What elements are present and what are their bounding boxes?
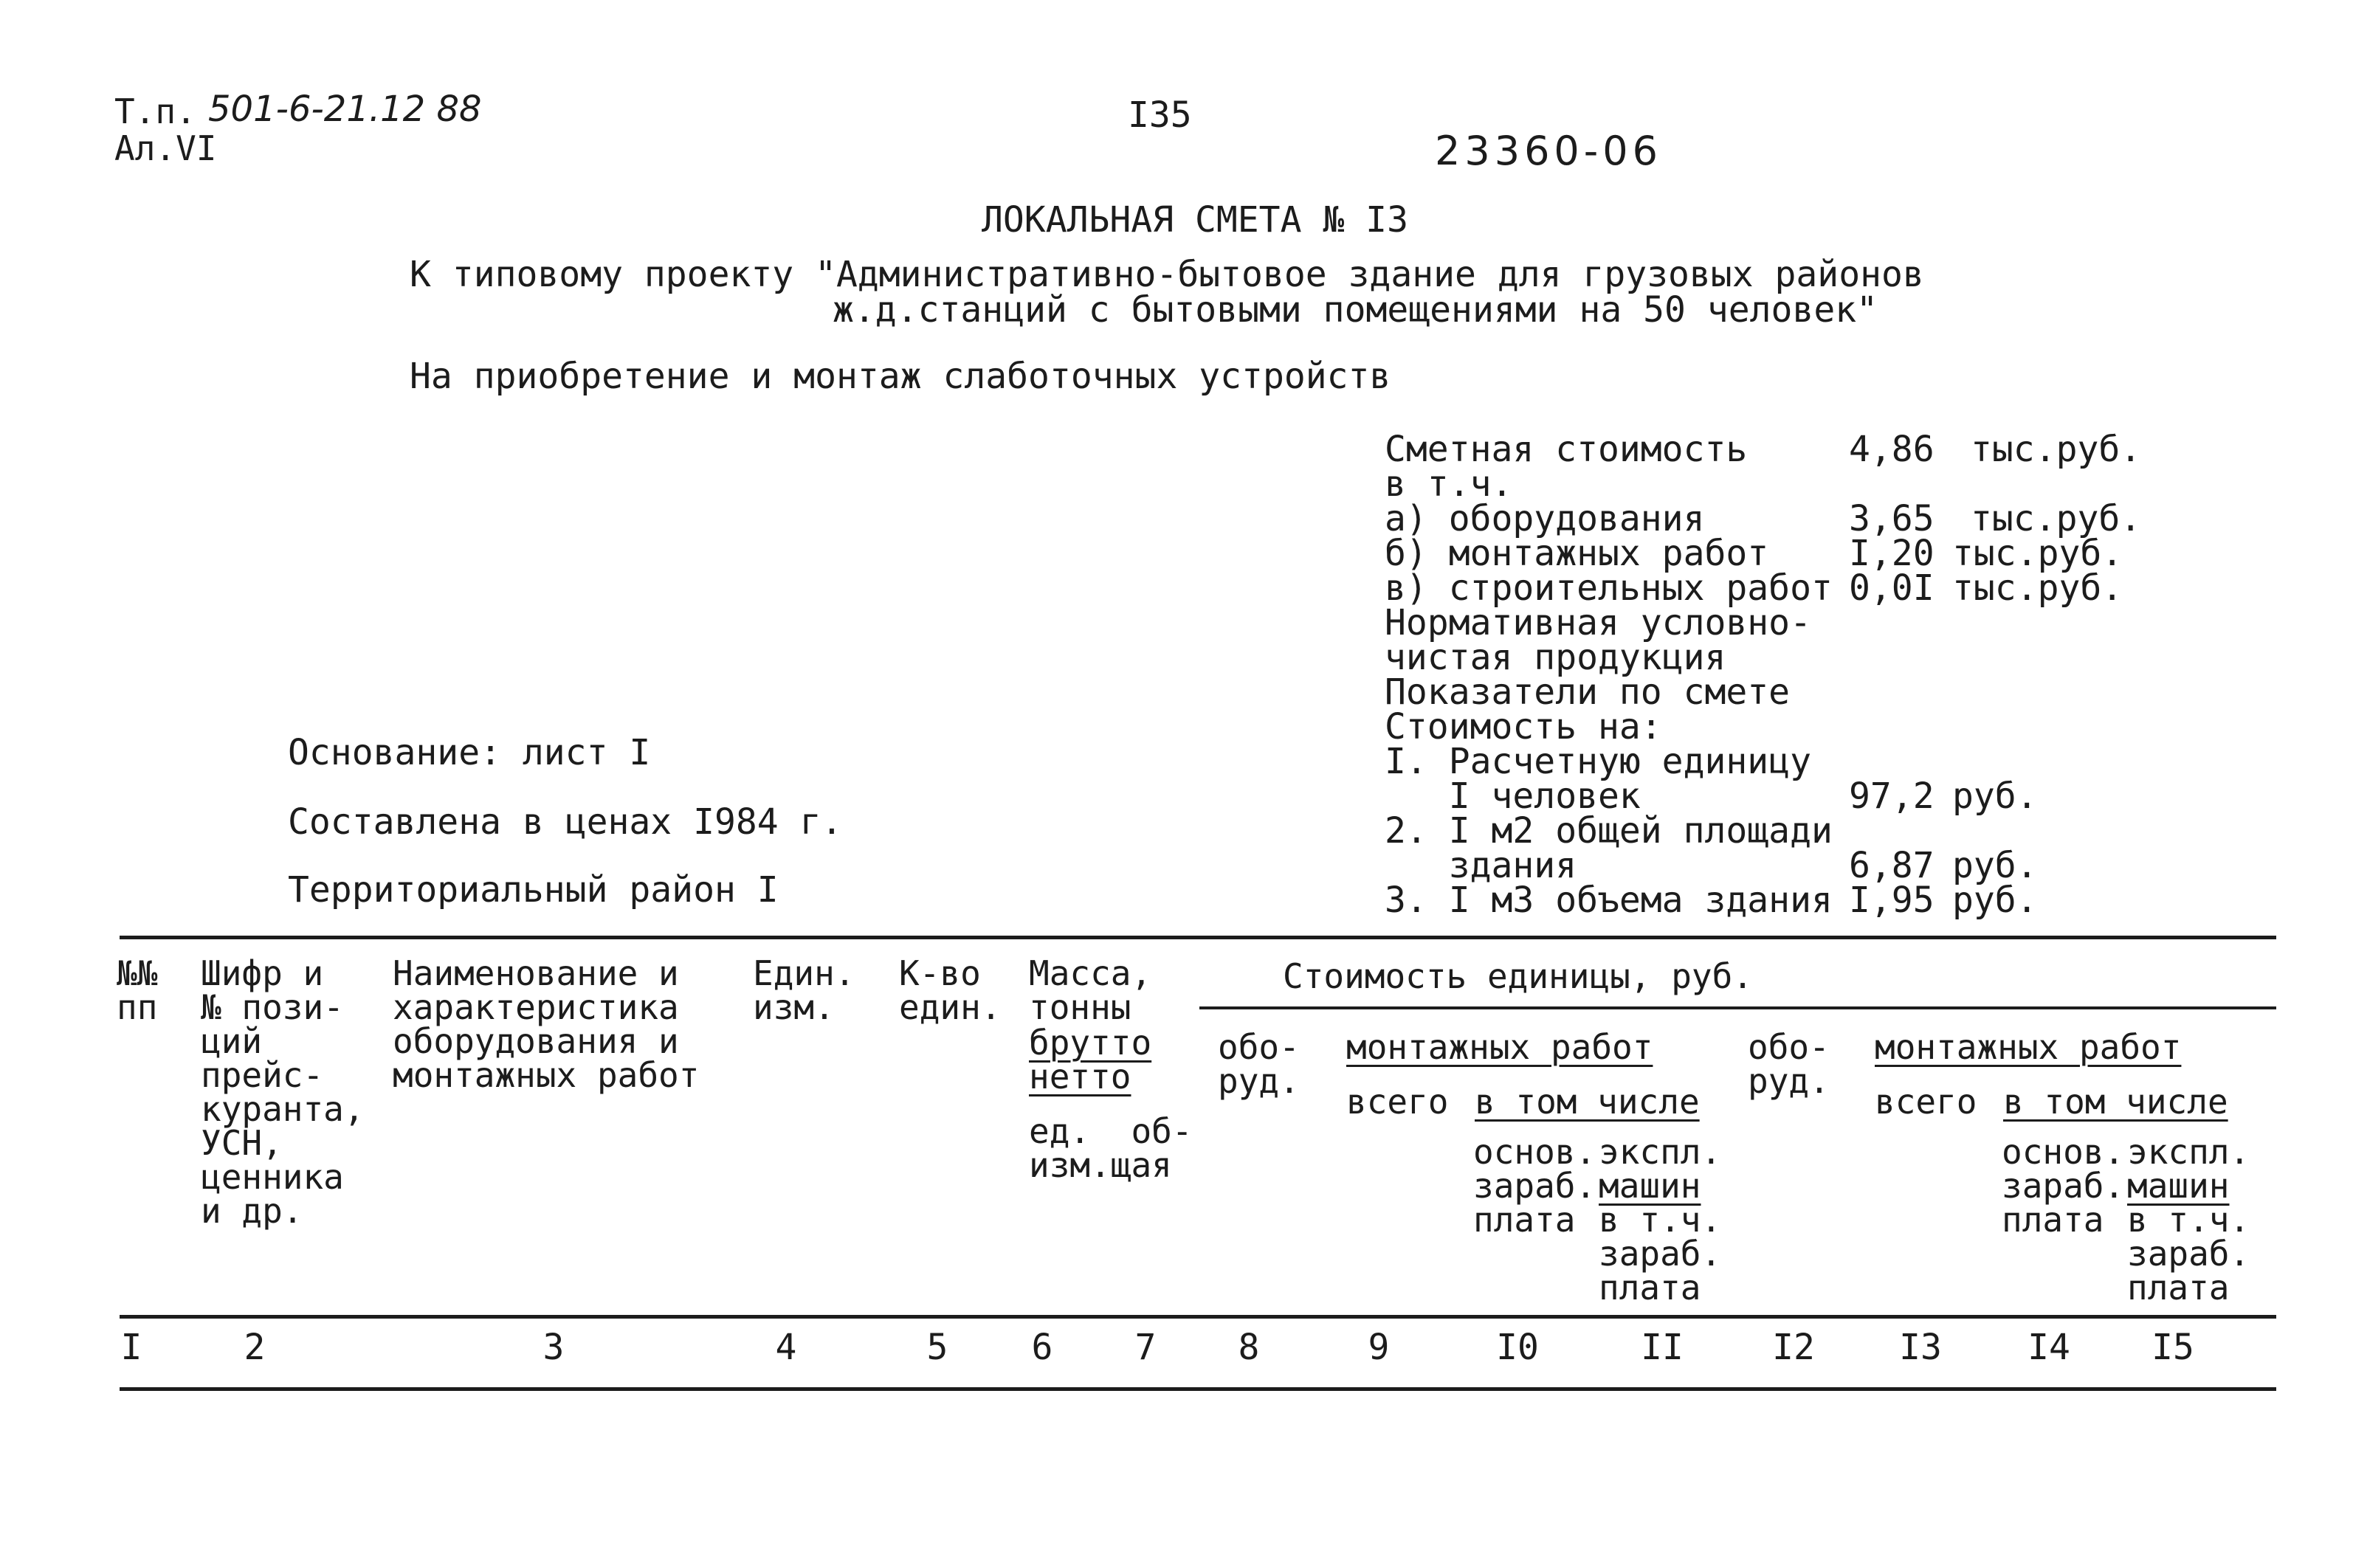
- col-header-mounting-works: монтажных работ: [1875, 1027, 2182, 1067]
- cost-value: 4,86: [1849, 429, 1935, 470]
- column-number: I5: [2152, 1327, 2194, 1368]
- column-number: 8: [1238, 1327, 1260, 1368]
- col-header-name: Наименование и характеристика оборудования и монтажных работ: [393, 953, 700, 1095]
- column-number: I4: [2028, 1327, 2070, 1368]
- column-number: I: [120, 1327, 142, 1368]
- col-header-machine-operation: экспл.: [2127, 1132, 2250, 1172]
- cost-label: б) монтажных работ: [1385, 533, 1769, 574]
- col-header-mounting-works: монтажных работ: [1346, 1027, 1653, 1067]
- col-header-basic-wage: основ. зараб. плата: [2002, 1132, 2125, 1240]
- column-number: I0: [1496, 1327, 1539, 1368]
- cost-label: I человек: [1385, 776, 1641, 817]
- col-header-mass-sub: ед. об- изм.щая: [1029, 1111, 1193, 1185]
- cost-label: в т.ч.: [1385, 463, 1513, 505]
- project-line-2: ж.д.станций с бытовыми помещениями на 50 человек": [833, 289, 1878, 331]
- column-number: II: [1641, 1327, 1684, 1368]
- column-numbers-bottom-rule: [120, 1387, 2276, 1391]
- cost-label: 2. I м2 общей площади: [1385, 810, 1833, 852]
- cost-label: 3. I м3 объема здания: [1385, 880, 1833, 921]
- cost-value: 3,65: [1849, 498, 1935, 539]
- cost-value: 97,2: [1849, 776, 1935, 817]
- cost-label: чистая продукция: [1385, 637, 1726, 678]
- col-header-code: Шифр и № пози- ций прейс- куранта, УСН, ценника и др.: [201, 953, 365, 1231]
- unit-cost-rule: [1199, 1006, 2276, 1009]
- cost-value: I,95: [1849, 880, 1935, 921]
- estimate-subtitle: На приобретение и монтаж слаботочных устройств: [410, 356, 1391, 397]
- cost-label: Показатели по смете: [1385, 671, 1791, 713]
- cost-value: I,20: [1849, 533, 1935, 574]
- cost-label: Сметная стоимость: [1385, 429, 1748, 470]
- table-top-rule: [120, 936, 2276, 939]
- cost-label: а) оборудования: [1385, 498, 1705, 539]
- tp-prefix: Т.п.: [114, 91, 196, 131]
- column-number: 3: [542, 1327, 565, 1368]
- col-header-total: всего: [1875, 1082, 1977, 1122]
- column-number: 2: [244, 1327, 266, 1368]
- col-header-quantity: К-во един.: [899, 953, 1002, 1027]
- column-number: I2: [1772, 1327, 1815, 1368]
- col-header-number: №№ пп: [117, 953, 158, 1027]
- basis-text: Основание: лист I: [288, 732, 651, 773]
- col-header-machines: машин: [2127, 1166, 2230, 1206]
- project-line-1: К типовому проекту "Административно-бытовое здание для грузовых районов: [410, 254, 1924, 295]
- column-number: 5: [926, 1327, 948, 1368]
- col-header-unit: Един. изм.: [753, 953, 855, 1027]
- cost-value: 0,0I: [1849, 567, 1935, 609]
- col-header-brutto: брутто: [1029, 1023, 1152, 1063]
- col-header-unit-cost: Стоимость единицы, руб.: [1283, 956, 1753, 996]
- cost-label: здания: [1385, 845, 1577, 886]
- cost-label: в) строительных работ: [1385, 567, 1833, 609]
- page-number: I35: [1128, 94, 1192, 136]
- tp-number: 501-6-21.12 88: [208, 89, 482, 130]
- col-header-mass: Масса, тонны: [1029, 953, 1152, 1027]
- col-header-incl-wage: в т.ч. зараб. плата: [2127, 1200, 2250, 1308]
- prices-year-text: Составлена в ценах I984 г.: [288, 801, 843, 843]
- column-number: 4: [775, 1327, 797, 1368]
- cost-value: 6,87: [1849, 845, 1935, 886]
- cost-unit: руб.: [1952, 845, 2038, 886]
- col-header-equipment: обо- руд.: [1218, 1027, 1300, 1101]
- cost-unit: руб.: [1952, 776, 2038, 817]
- column-number: I3: [1899, 1327, 1942, 1368]
- col-header-equipment: обо- руд.: [1748, 1027, 1830, 1101]
- header-bottom-rule: [120, 1315, 2276, 1319]
- territorial-region-text: Территориальный район I: [288, 869, 779, 911]
- handwritten-stamp: 23360-06: [1435, 128, 1662, 174]
- col-header-incl-wage: в т.ч. зараб. плата: [1599, 1200, 1722, 1308]
- col-header-including: в том числе: [1475, 1082, 1700, 1122]
- cost-label: I. Расчетную единицу: [1385, 741, 1811, 782]
- cost-unit: тыс.руб.: [1971, 429, 2142, 470]
- column-number: 6: [1031, 1327, 1053, 1368]
- cost-unit: тыс.руб.: [1952, 567, 2123, 609]
- col-header-machines: машин: [1599, 1166, 1701, 1206]
- cost-unit: руб.: [1952, 880, 2038, 921]
- cost-label: Стоимость на:: [1385, 706, 1662, 747]
- column-number: 9: [1368, 1327, 1390, 1368]
- cost-label: Нормативная условно-: [1385, 602, 1811, 643]
- cost-unit: тыс.руб.: [1952, 533, 2123, 574]
- col-header-netto: нетто: [1029, 1057, 1131, 1096]
- col-header-basic-wage: основ. зараб. плата: [1473, 1132, 1596, 1240]
- col-header-including: в том числе: [2003, 1082, 2228, 1122]
- col-header-machine-operation: экспл.: [1599, 1132, 1722, 1172]
- column-number: 7: [1134, 1327, 1157, 1368]
- col-header-total: всего: [1346, 1082, 1449, 1122]
- estimate-heading: ЛОКАЛЬНАЯ СМЕТА № I3: [982, 199, 1408, 241]
- album-label: Ал.VI: [114, 128, 217, 168]
- cost-unit: тыс.руб.: [1971, 498, 2142, 539]
